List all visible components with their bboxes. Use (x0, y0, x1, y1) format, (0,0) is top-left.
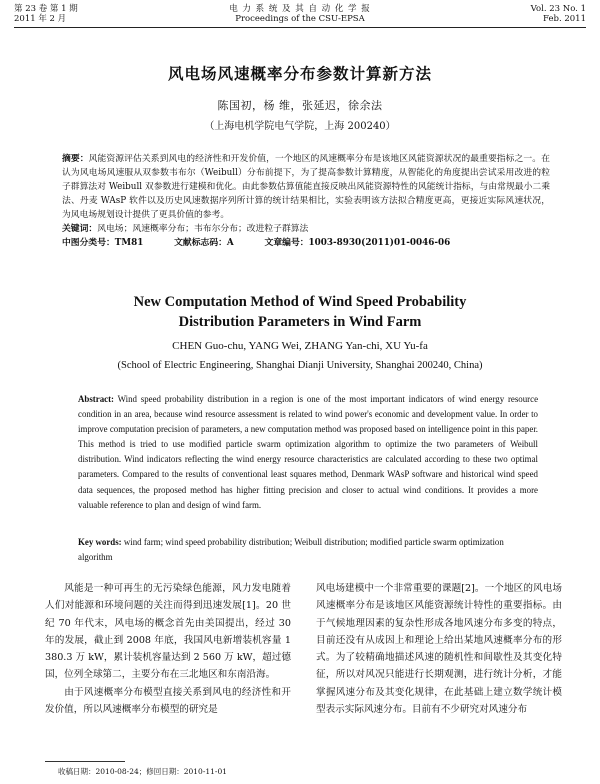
article-no-label: 文章编号： (264, 238, 309, 248)
article-number (265, 238, 451, 248)
header-volume: 第 23 卷 第 1 期 (14, 4, 78, 14)
clc-number (62, 238, 143, 248)
article-no-value: 1003-8930(2011)01-0046-06 (308, 238, 451, 248)
document-code (174, 238, 234, 248)
header-journal-en: Proceedings of the CSU-EPSA (235, 14, 365, 24)
keywords-cn-text: 风电场；风速概率分布；韦布尔分布；改进粒子群算法 (97, 224, 309, 234)
classification-line (62, 237, 550, 249)
paper-title-en (0, 292, 600, 332)
authors-cn: 陈国初，杨 维，张延迟，徐余法 (217, 99, 383, 112)
header-rule (14, 27, 586, 28)
header-volume-info-en (531, 4, 586, 24)
header-date-cn: 2011 年 2 月 (14, 14, 67, 24)
affiliation-cn: （上海电机学院电气学院，上海 200240） (204, 121, 396, 132)
abstract-en (78, 392, 538, 513)
affiliation-en: (School of Electric Engineering, Shanghai Dianji University, Shanghai 200240, China) (117, 360, 483, 371)
body-column-left (45, 580, 291, 718)
paper-title-en-line2: Distribution Parameters in Wind Farm (178, 314, 422, 330)
clc-value: TM81 (114, 238, 144, 248)
body-paragraph: 由于风速概率分布模型直接关系到风电的经济性和开发价值，所以风速概率分布模型的研究是 (45, 686, 291, 716)
paper-title-cn: 风电场风速概率分布参数计算新方法 (167, 65, 432, 83)
abstract-en-text: Wind speed probability distribution in a region is one of the most important indicators of wind energy resource condition in an area, because wind resource assessment is related to wind power's economic and development value. In order to improve computation precision of parameters, a new computation method was proposed based on intelligence point in this paper. This method is tried to use modified particle swarm optimization algorithm to optimize the two parameters of Weibull distribution. Wind indicators reflecting the wind energy resource characteristics are calculated according to these two optimal parameters. Compared to the results of conventional least squares method, Denmark WAsP software and historical wind speed data sequences, the proposed method has higher fitting precision and closer to actual wind conditions. It provides a more valuable reference to plan and design of wind farm. (78, 394, 539, 510)
abstract-cn-label: 摘要： (62, 154, 89, 164)
clc-label: 中图分类号： (62, 238, 115, 248)
body-paragraph: 风电场建模中一个非常重要的课题[2]。一个地区的风电场风速概率分布是该地区风能资源统计特性的重要指标。由于气候地理因素的复杂性形成各地风速分布多变的特点，目前还没有从成因上和理论上给出某地风速概率分布的形式。为了较精确地描述风速的随机性和间歇性及其变化特征，所以对风况只能进行长期观测，进行统计分析，才能掌握风速分布及其变化规律，在此基础上建立数学统计模型表示实际风速分布。目前有不少研究对风速分布 (316, 583, 562, 716)
authors-en: CHEN Guo-chu, YANG Wei, ZHANG Yan-chi, XU Yu-fa (172, 340, 428, 352)
header-journal-cn: 电 力 系 统 及 其 自 动 化 学 报 (229, 4, 371, 14)
header-date-en: Feb. 2011 (543, 14, 586, 24)
running-header (14, 4, 586, 26)
keywords-en-label: Key words: (78, 537, 122, 547)
paper-title-en-line1: New Computation Method of Wind Speed Probability (133, 294, 467, 310)
body-paragraph: 风能是一种可再生的无污染绿色能源，风力发电随着人们对能源和环境问题的关注而得到迅速发展[1]。20 世纪 70 年代末，风电场的概念首先由美国提出，经过 30 年的发展，截止到 2008 年底，我国风电新增装机容量 1 380.3 万 kW，累计装机容量达到 2 560 万 kW，超过德国，位列全球第二，主要分布在三北地区和东南沿海。 (45, 583, 291, 681)
doc-code-value: A (226, 238, 234, 248)
keywords-cn (62, 223, 550, 235)
abstract-cn-text: 风能资源评估关系到风电的经济性和开发价值，一个地区的风速概率分布是该地区风能资源状况的最重要指标之一。在认为风电场风速服从双参数韦布尔（Weibull）分布前提下，为了提高参数计算精度，从智能化的角度提出尝试采用改进的粒子群算法对 Weibull 双参数进行建模和优化。由此参数估算值能直接反映出风能资源特性的风能统计指标，与由常规最小二乘法、丹麦 WAsP 软件以及历史风速数据序列所计算的统计结果相比，实验表明该方法拟合精度更高，更接近实际风速状况，为风电场规划设计提供了更具价值的参考。 (62, 154, 550, 221)
footnote-received-date: 收稿日期：2010-08-24；修回日期：2010-11-01 (58, 767, 227, 776)
header-journal (14, 4, 586, 24)
header-volume-en: Vol. 23 No. 1 (530, 4, 586, 14)
keywords-en-text: wind farm; wind speed probability distribution; Weibull distribution; modified particle swarm optimization algorithm (78, 537, 504, 562)
abstract-en-label: Abstract: (78, 394, 114, 404)
keywords-cn-label: 关键词： (62, 224, 98, 234)
doc-code-label: 文献标志码： (174, 238, 227, 248)
body-column-right (316, 580, 562, 718)
keywords-en (78, 535, 538, 565)
abstract-cn (62, 152, 550, 222)
footnote-rule (45, 761, 125, 762)
